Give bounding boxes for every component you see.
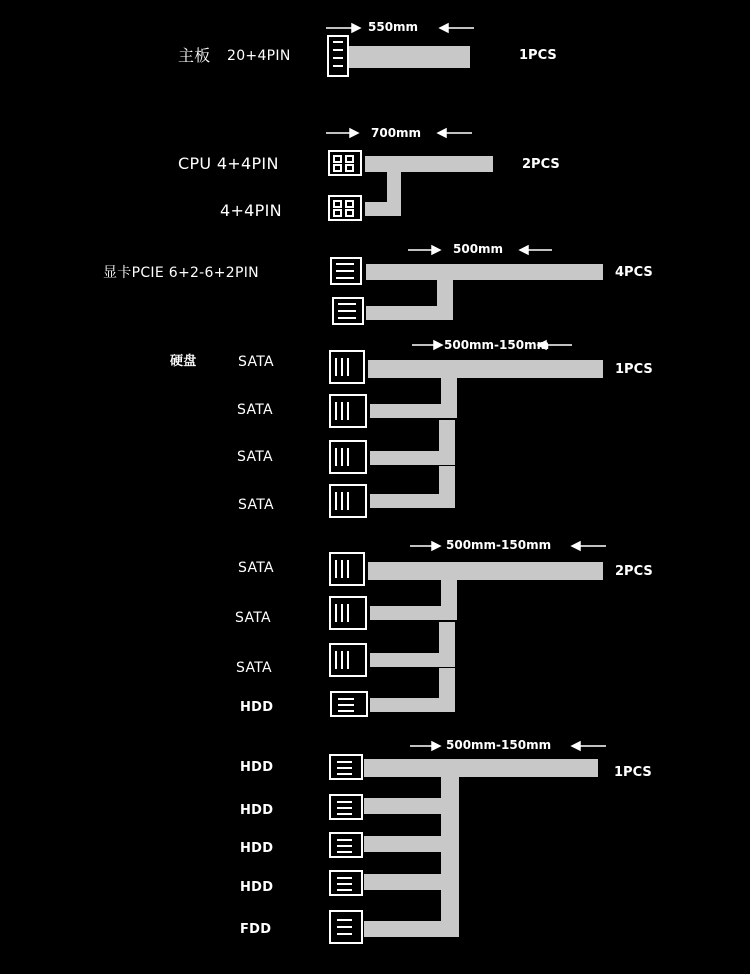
pcie-connector-icon	[331, 258, 361, 284]
hdd-branch-2	[364, 836, 444, 852]
sata-connector-icon	[330, 441, 366, 473]
hdd-label-2: HDD	[240, 803, 274, 818]
cpu-cable-second	[365, 202, 401, 216]
sata1-length: 500mm-150mm	[444, 338, 550, 352]
hdd-length: 500mm-150mm	[446, 738, 552, 752]
sata2-label-1: SATA	[238, 560, 274, 576]
eps-connector-icon	[329, 151, 361, 175]
sata2-label-4: HDD	[240, 700, 274, 715]
cpu-length: 700mm	[371, 126, 422, 140]
molex-connector-icon	[330, 833, 362, 857]
sata1-label-2: SATA	[237, 402, 273, 418]
length-arrows	[326, 24, 606, 750]
motherboard-cable	[348, 46, 470, 68]
sata-connector-icon	[330, 644, 366, 676]
sata-connector-icon	[330, 485, 366, 517]
sata2-length: 500mm-150mm	[446, 538, 552, 552]
hdd-label-3: HDD	[240, 841, 274, 856]
molex-connector-icon	[330, 871, 362, 895]
sata1-label-4: SATA	[238, 497, 274, 513]
fdd-label: FDD	[240, 922, 272, 937]
hdd-label-1: HDD	[240, 760, 274, 775]
hdd-branch-1	[364, 798, 444, 814]
sata1-label-1: SATA	[238, 354, 274, 370]
sata-connector-icon	[330, 395, 366, 427]
molex-connector-icon	[330, 795, 362, 819]
cpu-cable-main	[365, 156, 493, 172]
sata2-branch-3	[370, 698, 455, 712]
sata1-cable-main	[368, 360, 603, 378]
disk-title: 硬盘	[170, 354, 197, 369]
motherboard-qty: 1PCS	[519, 48, 557, 63]
sata1-branch-2	[370, 451, 455, 465]
eps-connector-icon	[329, 196, 361, 220]
gpu-cable-main	[366, 264, 603, 280]
molex-connector-icon	[330, 755, 362, 779]
sata2-label-3: SATA	[236, 660, 272, 676]
motherboard-length: 550mm	[368, 20, 419, 34]
gpu-cable-second	[366, 306, 453, 320]
hdd-branch-3	[364, 874, 444, 890]
sata2-branch-1	[370, 606, 457, 620]
cables	[348, 46, 603, 937]
pcie-connector-icon	[333, 298, 363, 324]
sata2-qty: 2PCS	[615, 564, 653, 579]
sata-connector-icon	[330, 351, 364, 383]
sata1-qty: 1PCS	[615, 362, 653, 377]
sata1-branch-1	[370, 404, 457, 418]
sata-connector-icon	[330, 597, 366, 629]
gpu-length: 500mm	[453, 242, 504, 256]
connectors	[328, 36, 367, 943]
sata-connector-icon	[330, 553, 364, 585]
motherboard-label-cn: 主板	[178, 46, 211, 65]
gpu-qty: 4PCS	[615, 265, 653, 280]
cpu-qty: 2PCS	[522, 157, 560, 172]
gpu-label: 显卡PCIE 6+2-6+2PIN	[103, 265, 259, 281]
sata2-branch-2	[370, 653, 455, 667]
sata1-branch-3	[370, 494, 455, 508]
fdd-connector-icon	[330, 911, 362, 943]
hdd-label-4: HDD	[240, 880, 274, 895]
hdd-qty: 1PCS	[614, 765, 652, 780]
sata2-cable-main	[368, 562, 603, 580]
hdd-cable-main	[364, 759, 598, 777]
molex-connector-icon	[331, 692, 367, 716]
fdd-branch	[364, 921, 444, 937]
cpu-label-1: CPU 4+4PIN	[178, 154, 279, 173]
sata2-label-2: SATA	[235, 610, 271, 626]
sata1-label-3: SATA	[237, 449, 273, 465]
cpu-label-2: 4+4PIN	[220, 201, 282, 220]
atx-24pin-connector-icon	[328, 36, 348, 76]
motherboard-connector-label: 20+4PIN	[227, 48, 291, 64]
